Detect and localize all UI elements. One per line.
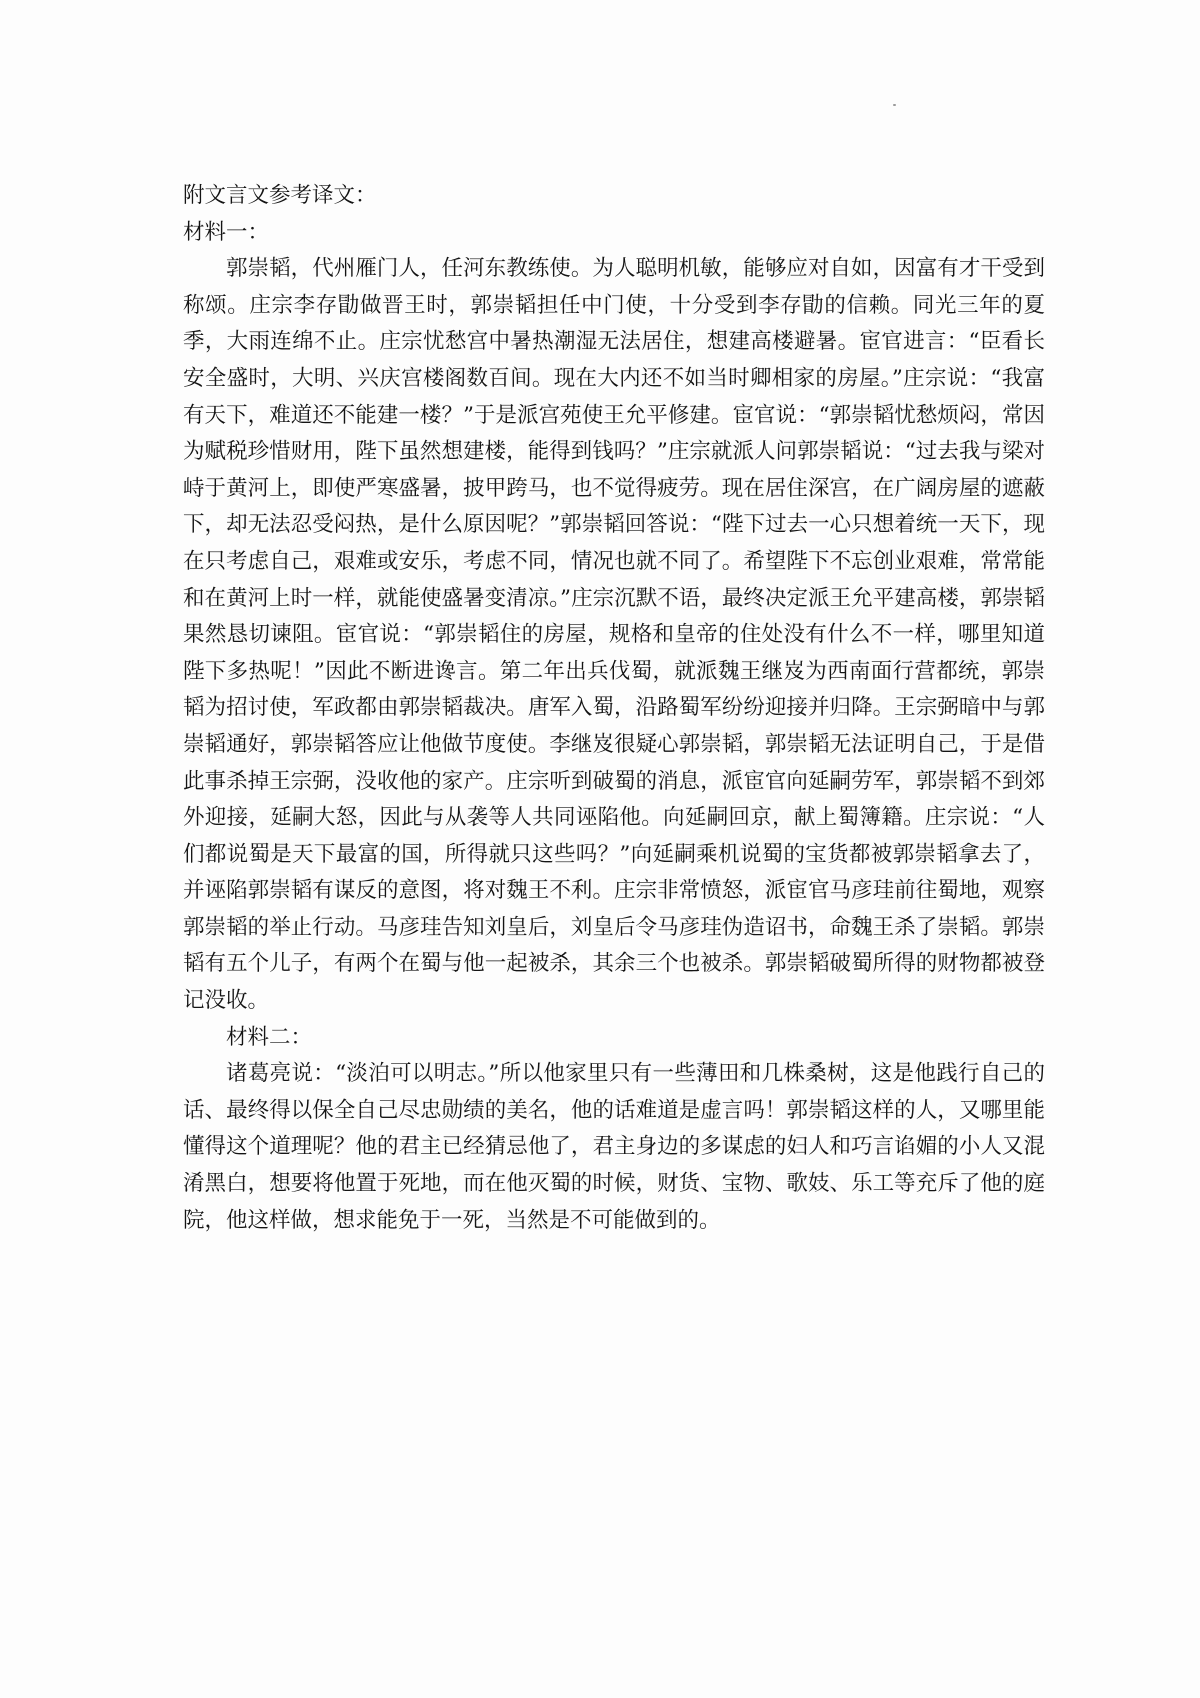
material-two-label: 材料二： — [226, 1024, 313, 1050]
material-two-body: 诸葛亮说：“淡泊可以明志。”所以他家里只有一些薄田和几株桑树，这是他践行自己的话、最终得以保全自己尽忠勋绩的美名，他的话难道是虚言吗！郭崇韬这样的人，又哪里能懂得这个道理呢？他的君主已经猜忌他了，君主身边的多谋虑的妇人和巧言谄媚的小人又混淆黑白，想要将他置于死地，而在他灭蜀的时候，财货、宝物、歌妓、乐工等充斥了他的庭院，他这样做，想求能免于一死，当然是不可能做到的。 — [183, 1061, 1045, 1233]
material-one-body: 郭崇韬，代州雁门人，任河东教练使。为人聪明机敏，能够应对自如，因富有才干受到称颂。庄宗李存勖做晋王时，郭崇韬担任中门使，十分受到李存勖的信赖。同光三年的夏季，大雨连绵不止。庄宗忧愁宫中暑热潮湿无法居住，想建高楼避暑。宦官进言：“臣看长安全盛时，大明、兴庆宫楼阁数百间。现在大内还不如当时卿相家的房屋。”庄宗说：“我富有天下，难道还不能建一楼？”于是派宫苑使王允平修建。宦官说：“郭崇韬忧愁烦闷，常因为赋税珍惜财用，陛下虽然想建楼，能得到钱吗？”庄宗就派人问郭崇韬说：“过去我与梁对峙于黄河上，即使严寒盛暑，披甲跨马，也不觉得疲劳。现在居住深宫，在广阔房屋的遮蔽下，却无法忍受闷热，是什么原因呢？”郭崇韬回答说：“陛下过去一心只想着统一天下，现在只考虑自己，艰难或安乐，考虑不同，情况也就不同了。希望陛下不忘创业艰难，常常能和在黄河上时一样，就能使盛暑变清凉。”庄宗沉默不语，最终决定派王允平建高楼，郭崇韬果然恳切谏阻。宦官说：“郭崇韬住的房屋，规格和皇帝的住处没有什么不一样，哪里知道陛下多热呢！”因此不断进谗言。第二年出兵伐蜀，就派魏王继岌为西南面行营都统，郭崇韬为招讨使，军政都由郭崇韬裁决。唐军入蜀，沿路蜀军纷纷迎接并归降。王宗弼暗中与郭崇韬通好，郭崇韬答应让他做节度使。李继岌很疑心郭崇韬，郭崇韬无法证明自己，于是借此事杀掉王宗弼，没收他的家产。庄宗听到破蜀的消息，派宦官向延嗣劳军，郭崇韬不到郊外迎接，延嗣大怒，因此与从袭等人共同诬陷他。向延嗣回京，献上蜀簿籍。庄宗说：“人们都说蜀是天下最富的国，所得就只这些吗？”向延嗣乘机说蜀的宝货都被郭崇韬拿去了，并诬陷郭崇韬有谋反的意图，将对魏王不利。庄宗非常愤怒，派宦官马彦珪前往蜀地，观察郭崇韬的举止行动。马彦珪告知刘皇后，刘皇后令马彦珪伪造诏书，命魏王杀了崇韬。郭崇韬有五个儿子，有两个在蜀与他一起被杀，其余三个也被杀。郭崇韬破蜀所得的财物都被登记没收。 — [183, 256, 1045, 1014]
scan-speck — [893, 104, 896, 106]
material-one-label: 材料一： — [183, 219, 270, 245]
document-content — [183, 178, 1045, 1239]
document-title: 附文言文参考译文： — [183, 183, 377, 208]
